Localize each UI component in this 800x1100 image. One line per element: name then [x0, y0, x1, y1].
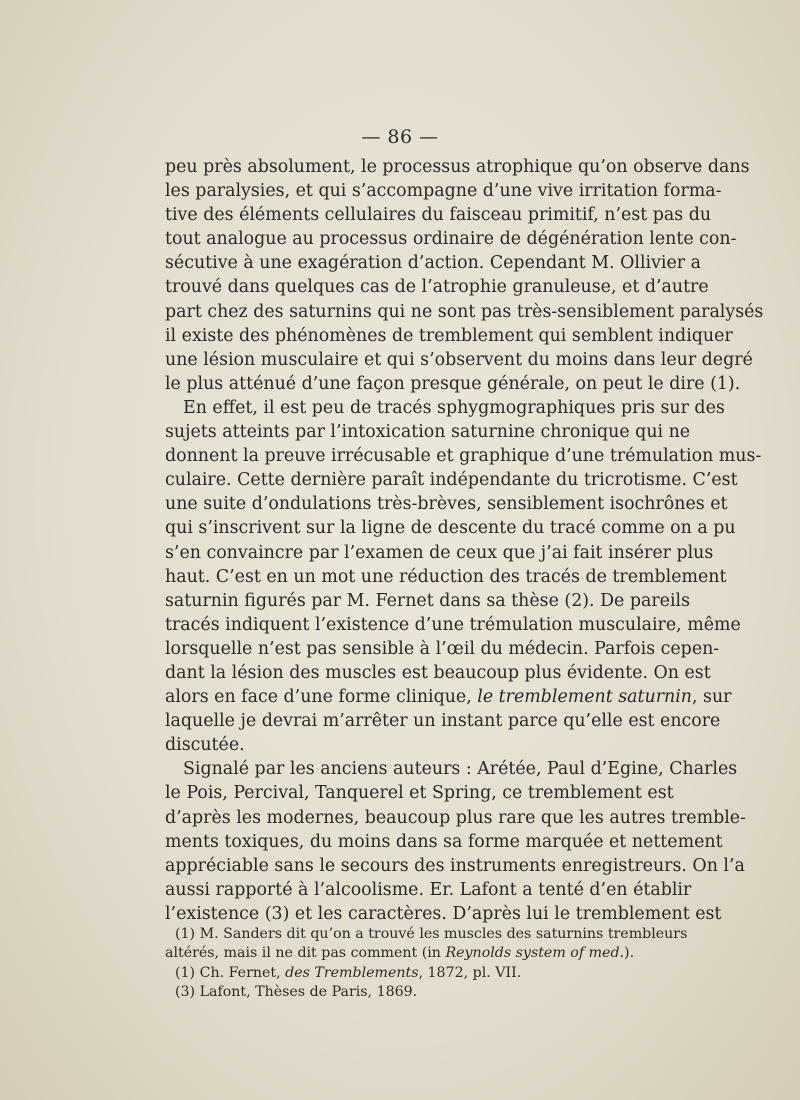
text-line: tout analogue au processus ordinaire de dégénération lente con- [165, 229, 737, 250]
text-line: le plus atténué d’une façon presque générale, on peut le dire (1). [165, 373, 741, 394]
text-line: qui s’inscrivent sur la ligne de descente du tracé comme on a pu [165, 518, 736, 539]
text-line: le Pois, Percival, Tanquerel et Spring, ce tremblement est [165, 783, 674, 804]
text-line: dant la lésion des muscles est beaucoup plus évidente. On est [165, 662, 711, 683]
footnote-3: (3) Lafont, Thèses de Paris, 1869. [175, 983, 418, 1000]
text-line-with-italic [165, 685, 732, 709]
text-segment: alors en face d’une forme clinique, [165, 687, 478, 708]
text-line: discutée. [165, 735, 245, 756]
text-line: sécutive à une exagération d’action. Cependant M. Ollivier a [165, 253, 701, 274]
text-line: les paralysies, et qui s’accompagne d’une vive irritation forma- [165, 181, 722, 202]
text-segment: , 1872, pl. VII. [418, 964, 522, 981]
text-line: culaire. Cette dernière paraît indépendante du tricrotisme. C’est [165, 470, 738, 491]
text-line: aussi rapporté à l’alcoolisme. Er. Lafont a tenté d’en établir [165, 879, 692, 900]
body-text [165, 155, 764, 926]
footnote-1-continuation [165, 944, 641, 963]
text-line: En effet, il est peu de tracés sphygmographiques pris sur des [183, 397, 725, 418]
text-line: tracés indiquent l’existence d’une trémulation musculaire, même [165, 614, 741, 635]
footnote-2 [165, 964, 641, 983]
text-line: appréciable sans le secours des instruments enregistreurs. On l’a [165, 855, 745, 876]
text-segment: , sur [692, 687, 732, 708]
text-line: une lésion musculaire et qui s’observent du moins dans leur degré [165, 349, 753, 370]
text-line: une suite d’ondulations très-brèves, sensiblement isochrônes et [165, 494, 728, 515]
text-segment: altérés, mais il ne dit pas comment (in [165, 945, 446, 962]
page-number: — 86 — [361, 126, 439, 148]
text-line: il existe des phénomènes de tremblement qui semblent indiquer [165, 325, 733, 346]
text-line: part chez des saturnins qui ne sont pas très-sensiblement paralysés [165, 301, 764, 322]
text-line: saturnin figurés par M. Fernet dans sa thèse (2). De pareils [165, 590, 691, 611]
text-line: d’après les modernes, beaucoup plus rare que les autres tremble- [165, 807, 746, 828]
text-line: donnent la preuve irrécusable et graphique d’une trémulation mus- [165, 446, 762, 467]
italic-citation: Reynolds system of med. [445, 945, 625, 962]
italic-citation: des Tremblements [285, 964, 419, 981]
text-line: s’en convaincre par l’examen de ceux que j’ai fait insérer plus [165, 542, 714, 563]
text-line: Signalé par les anciens auteurs : Arétée, Paul d’Egine, Charles [183, 759, 738, 780]
text-line: peu près absolument, le processus atrophique qu’on observe dans [165, 157, 750, 177]
text-line: sujets atteints par l’intoxication saturnine chronique qui ne [165, 422, 691, 443]
text-segment: (1) Ch. Fernet, [175, 964, 286, 981]
text-line: ments toxiques, du moins dans sa forme marquée et nettement [165, 831, 723, 852]
text-line: laquelle je devrai m’arrêter un instant parce qu’elle est encore [165, 711, 721, 732]
text-line: l’existence (3) et les caractères. D’après lui le tremblement est [165, 903, 722, 924]
text-line: lorsquelle n’est pas sensible à l’œil du médecin. Parfois cepen- [165, 638, 720, 659]
footnotes [165, 925, 688, 1002]
text-line: trouvé dans quelques cas de l’atrophie granuleuse, et d’autre [165, 277, 709, 298]
footnote-1: (1) M. Sanders dit qu’on a trouvé les muscles des saturnins trembleurs [175, 926, 688, 942]
italic-term: le tremblement saturnin [477, 687, 692, 708]
text-segment: ). [624, 945, 635, 962]
text-line: haut. C’est en un mot une réduction des tracés de tremblement [165, 566, 727, 587]
text-line: tive des éléments cellulaires du faisceau primitif, n’est pas du [165, 205, 712, 226]
